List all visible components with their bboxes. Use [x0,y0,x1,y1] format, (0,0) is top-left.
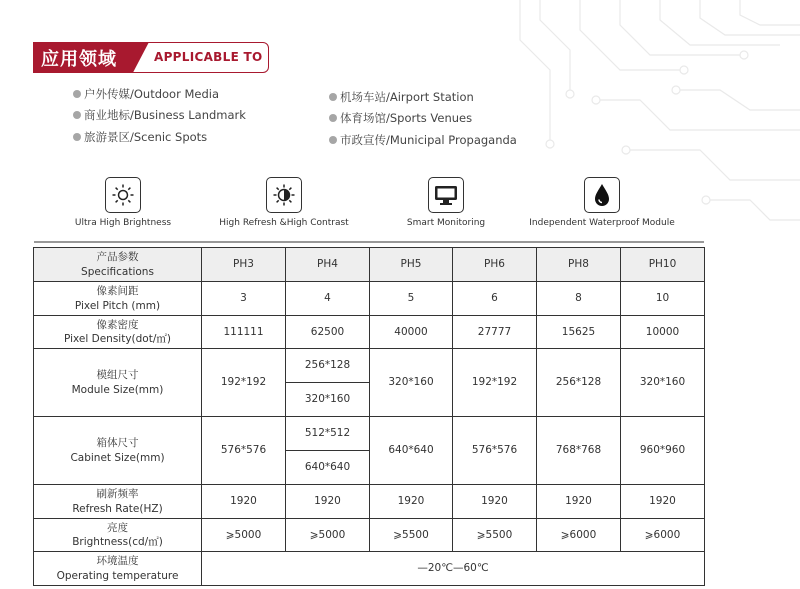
application-item: 市政宣传/Municipal Propaganda [329,129,517,151]
table-cell: 640*640 [286,451,370,485]
row-label: 像素间距 Pixel Pitch (mm) [34,282,202,316]
table-cell: ⩾5500 [453,519,537,552]
table-cell: 320*160 [621,349,705,417]
bullet-icon [73,111,81,119]
table-cell: 1920 [621,485,705,519]
table-cell: 5 [370,282,453,316]
feature-refresh-contrast [214,177,354,228]
table-cell: 320*160 [370,349,453,417]
row-label: 模组尺寸 Module Size(mm) [34,349,202,417]
table-cell: 40000 [370,316,453,349]
specifications-table [33,247,705,586]
application-item: 机场车站/Airport Station [329,86,517,108]
table-cell: 6 [453,282,537,316]
row-label: 刷新频率 Refresh Rate(HZ) [34,485,202,519]
applications-list-left [73,83,246,148]
model-header: PH4 [286,248,370,282]
table-row [34,316,705,349]
table-cell: 1920 [537,485,621,519]
table-cell: ⩾5000 [202,519,286,552]
table-cell: 256*128 [286,349,370,383]
table-cell: 640*640 [370,417,453,485]
bullet-icon [73,90,81,98]
table-cell: 15625 [537,316,621,349]
feature-brightness [71,177,175,228]
application-item: 旅游景区/Scenic Spots [73,126,246,148]
feature-smart-monitoring [400,177,492,228]
feature-label: Ultra High Brightness [74,218,172,228]
table-cell: 256*128 [537,349,621,417]
table-cell: 27777 [453,316,537,349]
table-row [34,417,705,451]
table-cell: 1920 [286,485,370,519]
table-header-row [34,248,705,282]
row-label: 亮度 Brightness(cd/㎡) [34,519,202,552]
table-cell: ⩾5000 [286,519,370,552]
table-cell: 10 [621,282,705,316]
table-row [34,519,705,552]
table-cell: ⩾6000 [621,519,705,552]
feature-waterproof [525,177,679,228]
table-cell: 512*512 [286,417,370,451]
header-spec-cell: 产品参数 Specifications [34,248,202,282]
table-cell: 192*192 [453,349,537,417]
table-cell: ⩾6000 [537,519,621,552]
table-cell: 1920 [453,485,537,519]
table-cell: 1920 [370,485,453,519]
bullet-icon [329,114,337,122]
feature-label: Independent Waterproof Module [529,218,675,228]
table-cell: —20℃—60℃ [202,552,705,586]
monitor-icon [428,177,464,213]
table-cell: 10000 [621,316,705,349]
table-cell: ⩾5500 [370,519,453,552]
table-cell: 62500 [286,316,370,349]
bullet-icon [329,136,337,144]
table-cell: 768*768 [537,417,621,485]
table-cell: 4 [286,282,370,316]
bullet-icon [73,133,81,141]
table-cell: 1920 [202,485,286,519]
row-label: 环境温度 Operating temperature [34,552,202,586]
feature-label: High Refresh &High Contrast [219,218,349,228]
table-row [34,282,705,316]
feature-label: Smart Monitoring [406,218,486,228]
table-cell: 111111 [202,316,286,349]
table-cell: 576*576 [453,417,537,485]
model-header: PH6 [453,248,537,282]
table-cell: 192*192 [202,349,286,417]
contrast-icon [266,177,302,213]
section-header [33,42,269,73]
sun-icon [105,177,141,213]
application-item: 户外传媒/Outdoor Media [73,83,246,105]
model-header: PH3 [202,248,286,282]
table-row [34,349,705,383]
table-row [34,485,705,519]
table-row [34,552,705,586]
header-title-cn: 应用领域 [41,49,117,70]
table-cell: 8 [537,282,621,316]
table-cell: 320*160 [286,383,370,417]
table-cell: 960*960 [621,417,705,485]
row-label: 像素密度 Pixel Density(dot/㎡) [34,316,202,349]
model-header: PH8 [537,248,621,282]
model-header: PH10 [621,248,705,282]
header-title-en: APPLICABLE TO [154,50,263,64]
water-drop-icon [584,177,620,213]
table-cell: 3 [202,282,286,316]
application-item: 体育场馆/Sports Venues [329,108,517,130]
model-header: PH5 [370,248,453,282]
application-item: 商业地标/Business Landmark [73,105,246,127]
row-label: 箱体尺寸 Cabinet Size(mm) [34,417,202,485]
table-cell: 576*576 [202,417,286,485]
bullet-icon [329,93,337,101]
applications-list-right [329,86,517,151]
divider [34,241,704,243]
